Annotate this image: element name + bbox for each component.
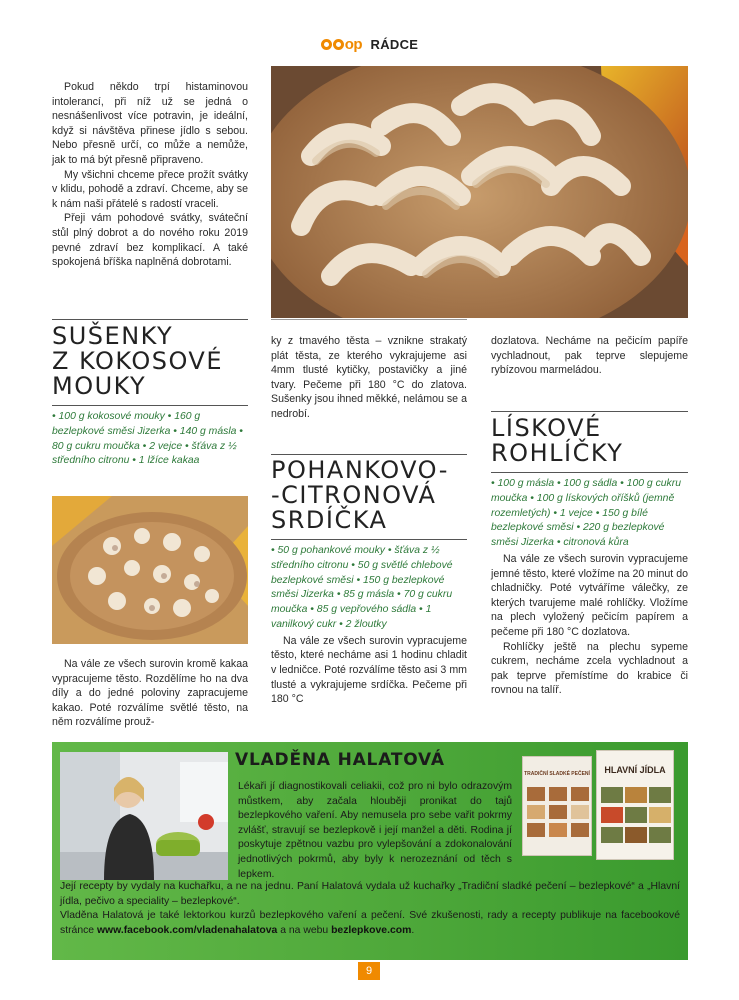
recipe-method: Na vále ze všech surovin vypracujeme těsto, které necháme asi 1 hodinu chladit v ledničce. Poté rozválíme těsto asi 3 mm tlusté a vykrajujeme srdíčka. Pečeme při 180 °C: [271, 634, 467, 706]
author-banner: [52, 742, 688, 960]
divider: [52, 405, 248, 406]
recipe-title: LÍSKOVÉ ROHLÍČKY: [491, 414, 624, 467]
book-cover-main-dishes: [596, 750, 674, 860]
ingredient-list: • 50 g pohankové mouky • šťáva z ½ středního citronu • 50 g světlé chlebové bezlepkové směsi • 150 g bezlepkové směsi Jizerka • 85 g másla • 70 g cukru moučka • 85 g vepřového sádla • 1 vanilkový cukr • 2 žloutky: [271, 545, 453, 630]
recipe-coconut-cookies: [52, 324, 248, 469]
book-cover-sweet-baking: [522, 756, 592, 856]
section-title: RÁDCE: [370, 37, 419, 53]
recipe-title: POHANKOVO- -CITRONOVÁ SRDÍČKA: [271, 456, 449, 534]
recipe-hazelnut-crescents: [491, 416, 688, 698]
facebook-link[interactable]: www.facebook.com/vladenahalatova: [96, 924, 278, 936]
recipe-method: Na vále ze všech surovin kromě kakaa vypracujeme těsto. Rozdělíme ho na dva díly a do jedné poloviny zapracujeme kakao. Poté rozválíme světlé těsto, na něm rozválíme prouž-: [52, 658, 248, 729]
divider: [271, 539, 467, 540]
book-title: TRADIČNÍ SLADKÉ PEČENÍ: [524, 771, 590, 777]
photo-crescent-cookies: [271, 66, 688, 318]
website-link[interactable]: bezlepkove.com: [331, 924, 412, 936]
page-number: 9: [358, 962, 380, 980]
intro-paragraph-3: Přeji vám pohodové svátky, sváteční stůl plný dobrot a do nového roku 2019 pevné zdraví bez komplikací. A také spokojená bříška naplněná dobrotami.: [52, 212, 248, 269]
coop-logo: op: [321, 36, 362, 53]
recipe-method-continued: ky z tmavého těsta – vznikne strakatý plát těsta, ze kterého vykrajujeme asi 4mm tlusté kytičky, postavičky a jiné tvary. Pečeme při 180 °C do zlatova. Sušenky jsou ihned měkké, nelámou se a nedrobí.: [271, 335, 467, 420]
photo-coconut-cookies: [52, 496, 248, 644]
author-bio: Lékaři jí diagnostikovali celiakii, což pro ni bylo odrazovým můstkem, aby začala hlouběji pronikat do tajů bezlepkového vaření. Aby nemusela pro sebe vařit pokrmy zvlášť, stravují se bezlepkově i její manžel a děti. Rodina jí poskytuje zpětnou vazbu pro vylepšování a zdokonalování jednotlivých pokrmů, aby byly k nerozeznání od těch s lepkem.: [238, 781, 512, 880]
author-bio-continued: Její recepty by vydaly na kuchařku, a ne na jednu. Paní Halatová vydala už kuchařky „Tradiční sladké pečení – bezlepkové“ a „Hlavní jídla, pečivo a speciality – bezlepkové“. Vladěna Halatová je také lektorkou kurzů bezlepkového vaření a pečení. Své zkušenosti, rady a recepty publikuje na facebookové stránce www.facebook.com/vladenahalatova a na webu bezlepkove.com.: [60, 881, 680, 936]
intro-paragraph-1: Pokud někdo trpí histaminovou intolerancí, při níž už se jedná o nesnášenlivost více potravin, je ideální, když si návštěva přinese jídlo s sebou. Nebo přesně určí, co může a nemůže, jak to má být přesně připraveno.: [52, 81, 248, 166]
author-name: VLADĚNA HALATOVÁ: [235, 750, 445, 770]
recipe-buckwheat-hearts: [271, 458, 467, 707]
ingredient-list: • 100 g másla • 100 g sádla • 100 g cukru moučka • 100 g lískových oříšků (jemně rozemletých) • 1 vejce • 150 g bílé bezlepkové směsi • 220 g bezlepkové směsi Jizerka • citronová kůra: [491, 478, 681, 549]
author-photo: [60, 752, 228, 880]
intro-text: [52, 80, 248, 270]
divider: [52, 319, 248, 320]
recipe-title: SUŠENKY Z KOKOSOVÉ MOUKY: [52, 322, 223, 400]
recipe-method: Na vále ze všech surovin vypracujeme jemné těsto, které vložíme na 20 minut do chladničky. Poté vytváříme válečky, ze kterých tvarujeme malé rohlíčky. Vložíme na plech vyložený pečicím papírem a pečeme při 180 °C dozlatova.: [491, 552, 688, 638]
book-title: HLAVNÍ JÍDLA: [604, 765, 666, 775]
recipe-method-continued: dozlatova. Necháme na pečicím papíře vychladnout, pak teprve slepujeme rybízovou marmeládou.: [491, 335, 688, 377]
page-header: [0, 36, 739, 58]
divider: [491, 472, 688, 473]
divider: [271, 319, 467, 320]
divider: [271, 454, 467, 455]
intro-paragraph-2: My všichni chceme přece prožít svátky v klidu, pohodě a zdraví. Chceme, aby se k nám naši přátelé s radostí vraceli.: [52, 168, 248, 210]
divider: [491, 411, 688, 412]
ingredient-list: • 100 g kokosové mouky • 160 g bezlepkové směsi Jizerka • 140 g másla • 80 g cukru moučka • 2 vejce • šťáva z ½ středního citronu • 1 lžíce kakaa: [52, 411, 243, 467]
recipe-method: Rohlíčky ještě na plechu sypeme cukrem, necháme zcela vychladnout a pak teprve přemístíme do krabice či rovnou na talíř.: [491, 640, 688, 697]
